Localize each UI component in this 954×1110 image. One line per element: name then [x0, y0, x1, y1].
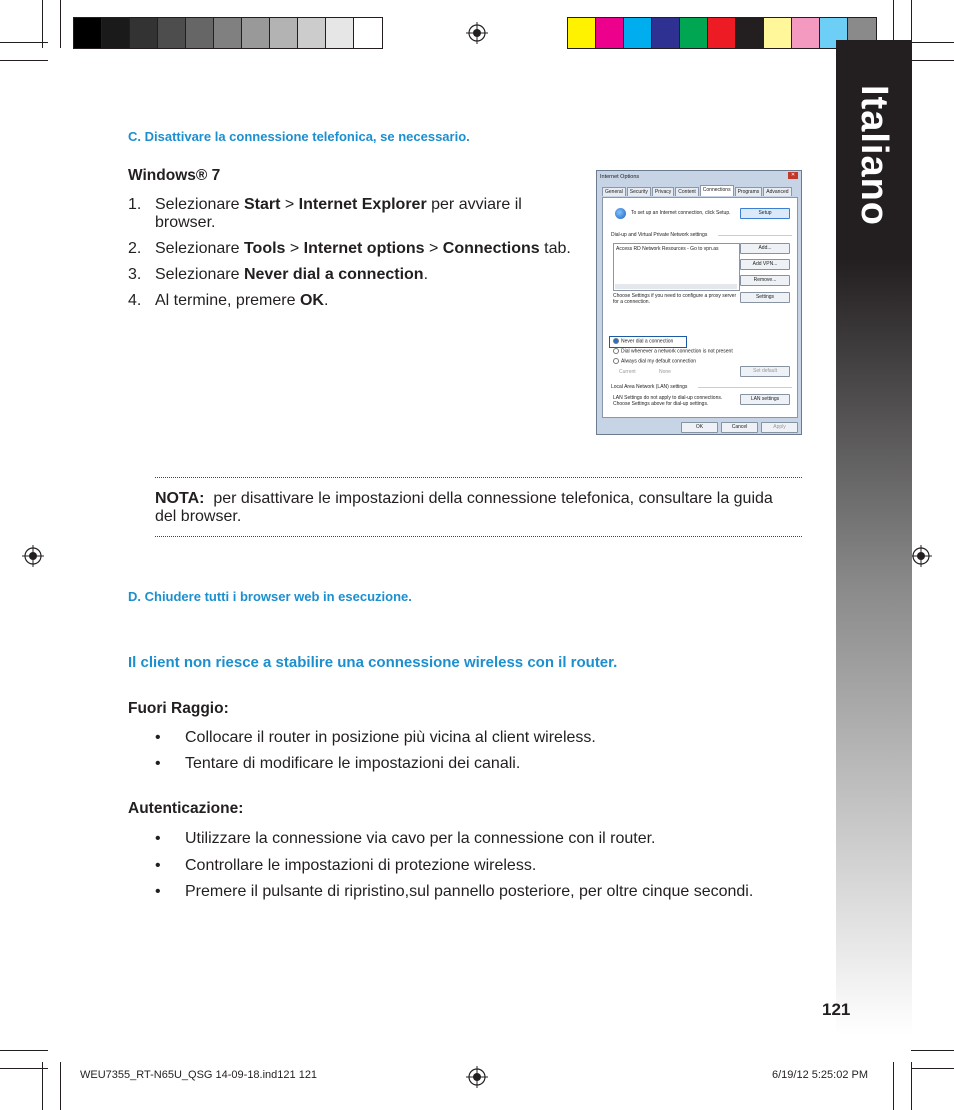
- scrollbar[interactable]: [615, 284, 737, 289]
- color-swatch: [354, 18, 382, 48]
- crop-mark: [60, 0, 61, 48]
- list-item: • Tentare di modificare le impostazioni dei canali.: [155, 755, 521, 772]
- crop-mark: [893, 1062, 894, 1110]
- crop-mark: [0, 42, 48, 43]
- color-swatch: [298, 18, 326, 48]
- add-button[interactable]: Add...: [740, 243, 790, 254]
- crop-mark: [0, 1050, 48, 1051]
- tab-advanced[interactable]: Advanced: [763, 187, 791, 196]
- lan-settings-button[interactable]: LAN settings: [740, 394, 790, 405]
- settings-button[interactable]: Settings: [740, 292, 790, 303]
- list-item: • Utilizzare la connessione via cavo per la connessione con il router.: [155, 830, 656, 847]
- list-item: • Collocare il router in posizione più vicina al client wireless.: [155, 729, 596, 746]
- dialog-title: Internet Options: [600, 174, 640, 180]
- tab-connections[interactable]: Connections: [700, 185, 734, 196]
- setup-text: To set up an Internet connection, click Setup.: [631, 210, 731, 216]
- fuori-raggio-title: Fuori Raggio:: [128, 700, 229, 717]
- crop-mark: [911, 1068, 954, 1069]
- crop-mark: [42, 0, 43, 48]
- color-swatch: [102, 18, 130, 48]
- instruction-step: [128, 196, 573, 232]
- color-swatch: [652, 18, 680, 48]
- dialup-group-label: Dial-up and Virtual Private Network settings: [611, 232, 708, 238]
- color-swatch: [74, 18, 102, 48]
- section-c-heading: C. Disattivare la connessione telefonica, se necessario.: [128, 129, 470, 144]
- autenticazione-title: Autenticazione:: [128, 800, 244, 817]
- group-divider: [718, 235, 792, 236]
- proxy-settings-text: Choose Settings if you need to configure a proxy server for a connection.: [613, 293, 737, 305]
- step-text: Selezionare Never dial a connection.: [155, 266, 429, 283]
- tab-content[interactable]: Content: [675, 187, 699, 196]
- note-body: per disattivare le impostazioni della connessione telefonica, consultare la guida del browser.: [155, 490, 773, 525]
- color-swatch: [792, 18, 820, 48]
- crop-mark: [0, 60, 48, 61]
- connections-panel: [602, 197, 798, 418]
- current-label: Current: [619, 369, 636, 375]
- lan-text: LAN Settings do not apply to dial-up connections. Choose Settings above for dial-up settings.: [613, 395, 723, 407]
- step-number: 4.: [128, 292, 142, 309]
- color-swatch: [568, 18, 596, 48]
- color-swatch: [214, 18, 242, 48]
- note-text: [155, 490, 795, 526]
- section-d-heading: D. Chiudere tutti i browser web in esecuzione.: [128, 589, 412, 604]
- color-swatch: [596, 18, 624, 48]
- language-tab-title: Italiano: [853, 84, 896, 226]
- connection-list-item[interactable]: Access RD Network Resources - Go to vpn.as: [616, 246, 719, 252]
- step-number: 2.: [128, 240, 142, 257]
- grayscale-color-bar: [73, 17, 383, 49]
- dialog-tab-bar: [602, 187, 793, 196]
- color-swatch: [680, 18, 708, 48]
- ok-button[interactable]: OK: [681, 422, 718, 433]
- color-swatch: [158, 18, 186, 48]
- instruction-step: [128, 292, 573, 310]
- globe-icon: [615, 208, 626, 219]
- crop-mark: [911, 60, 954, 61]
- setup-button[interactable]: Setup: [740, 208, 790, 219]
- add-vpn-button[interactable]: Add VPN...: [740, 259, 790, 270]
- crop-mark: [911, 1062, 912, 1110]
- radio-dial-whenever[interactable]: Dial whenever a network connection is not present: [613, 348, 733, 354]
- color-swatch: [270, 18, 298, 48]
- problem-heading: Il client non riesce a stabilire una connessione wireless con il router.: [128, 654, 618, 671]
- current-value: None: [659, 369, 671, 375]
- apply-button[interactable]: Apply: [761, 422, 798, 433]
- tab-security[interactable]: Security: [627, 187, 651, 196]
- instruction-step: [128, 240, 573, 258]
- slug-file-info: WEU7355_RT-N65U_QSG 14-09-18.ind121 121: [80, 1069, 318, 1081]
- slug-timestamp: 6/19/12 5:25:02 PM: [772, 1069, 869, 1081]
- color-swatch: [130, 18, 158, 48]
- cancel-button[interactable]: Cancel: [721, 422, 758, 433]
- color-swatch: [736, 18, 764, 48]
- radio-never-dial[interactable]: Never dial a connection: [613, 338, 673, 344]
- process-color-bar: [567, 17, 877, 49]
- close-icon[interactable]: ✕: [788, 172, 798, 179]
- step-text: Al termine, premere OK.: [155, 292, 329, 309]
- step-text: Selezionare Start > Internet Explorer per avviare il browser.: [155, 196, 522, 231]
- page-number: 121: [822, 1000, 851, 1019]
- registration-mark-icon: [910, 545, 932, 567]
- list-item: • Controllare le impostazioni di protezione wireless.: [155, 857, 537, 874]
- note-label: NOTA:: [155, 490, 205, 507]
- registration-mark-icon: [22, 545, 44, 567]
- internet-options-dialog: [596, 170, 802, 435]
- crop-mark: [911, 1050, 954, 1051]
- step-number: 3.: [128, 266, 142, 283]
- set-default-button[interactable]: Set default: [740, 366, 790, 377]
- connection-list[interactable]: [613, 243, 740, 291]
- color-swatch: [186, 18, 214, 48]
- instruction-step: [128, 266, 573, 284]
- step-number: 1.: [128, 196, 142, 213]
- tab-privacy[interactable]: Privacy: [652, 187, 674, 196]
- lan-group-label: Local Area Network (LAN) settings: [611, 384, 688, 390]
- list-item: • Premere il pulsante di ripristino,sul pannello posteriore, per oltre cinque secondi.: [155, 883, 754, 900]
- note-bottom-divider: [155, 536, 802, 537]
- crop-mark: [911, 42, 954, 43]
- step-text: Selezionare Tools > Internet options > Connections tab.: [155, 240, 571, 257]
- tab-general[interactable]: General: [602, 187, 626, 196]
- remove-button[interactable]: Remove...: [740, 275, 790, 286]
- color-swatch: [624, 18, 652, 48]
- crop-mark: [0, 1068, 48, 1069]
- windows-title: Windows® 7: [128, 167, 221, 184]
- crop-mark: [42, 1062, 43, 1110]
- color-swatch: [708, 18, 736, 48]
- color-swatch: [326, 18, 354, 48]
- color-swatch: [764, 18, 792, 48]
- note-top-divider: [155, 477, 802, 478]
- color-swatch: [242, 18, 270, 48]
- group-divider: [698, 387, 792, 388]
- registration-mark-icon: [466, 1066, 488, 1088]
- registration-mark-icon: [466, 22, 488, 44]
- crop-mark: [60, 1062, 61, 1110]
- tab-programs[interactable]: Programs: [735, 187, 763, 196]
- radio-always-dial[interactable]: Always dial my default connection: [613, 358, 696, 364]
- instruction-steps: [128, 196, 573, 318]
